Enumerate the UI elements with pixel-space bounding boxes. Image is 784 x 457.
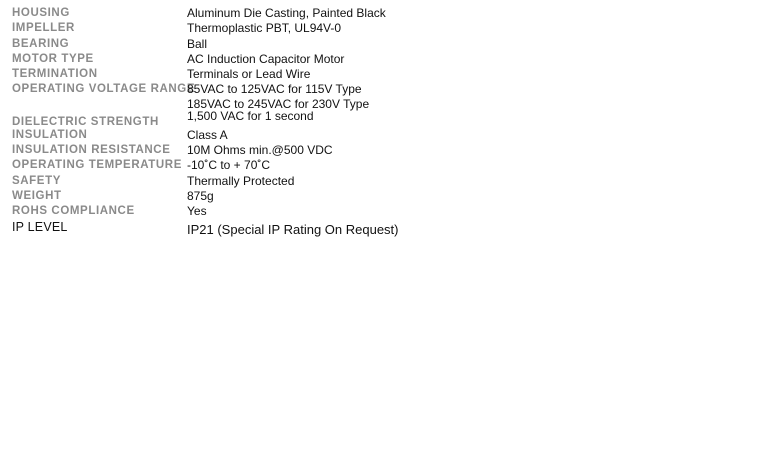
spec-row-operating-temperature xyxy=(12,159,412,174)
spec-label: SAFETY xyxy=(12,174,61,187)
spec-label: INSULATION RESISTANCE xyxy=(12,144,171,157)
spec-label: DIELECTRIC STRENGTH xyxy=(12,116,159,129)
spec-table xyxy=(12,7,412,236)
spec-value: Thermoplastic PBT, UL94V-0 xyxy=(187,21,342,36)
spec-label: INSULATION xyxy=(12,128,88,141)
spec-row-housing xyxy=(12,7,412,22)
spec-value-secondary: 185VAC to 245VAC for 230V Type xyxy=(187,97,370,112)
spec-row-bearing xyxy=(12,38,412,53)
spec-label: HOUSING xyxy=(12,7,70,19)
spec-value: Ball xyxy=(187,36,208,51)
spec-label: TERMINATION xyxy=(12,68,98,81)
spec-label: WEIGHT xyxy=(12,189,62,202)
spec-row-termination xyxy=(12,68,412,83)
spec-label: BEARING xyxy=(12,37,70,50)
spec-value: 10M Ohms min.@500 VDC xyxy=(187,143,333,158)
spec-value: -10˚C to + 70˚C xyxy=(187,158,271,173)
spec-value: Yes xyxy=(187,204,207,219)
spec-value: 875g xyxy=(187,188,214,203)
spec-value: Thermally Protected xyxy=(187,173,295,188)
spec-value: Terminals or Lead Wire xyxy=(187,67,311,82)
spec-label: OPERATING VOLTAGE RANGE xyxy=(12,83,196,96)
spec-value: Class A xyxy=(187,127,228,142)
spec-row-weight xyxy=(12,190,412,205)
spec-label: MOTOR TYPE xyxy=(12,52,94,65)
spec-row-insulation xyxy=(12,129,412,144)
spec-label: IMPELLER xyxy=(12,22,75,35)
spec-row-motor-type xyxy=(12,53,412,68)
spec-row-ip-level xyxy=(12,221,412,236)
spec-label: ROHS COMPLIANCE xyxy=(12,205,135,218)
spec-row-dielectric-strength xyxy=(12,109,412,129)
spec-row-safety xyxy=(12,175,412,190)
spec-row-insulation-resistance xyxy=(12,144,412,159)
spec-value: IP21 (Special IP Rating On Request) xyxy=(187,221,399,237)
spec-row-impeller xyxy=(12,22,412,37)
spec-value: 1,500 VAC for 1 second xyxy=(187,109,314,124)
spec-label: IP LEVEL xyxy=(12,219,68,234)
spec-value: 85VAC to 125VAC for 115V Type xyxy=(187,82,362,97)
spec-value: AC Induction Capacitor Motor xyxy=(187,51,345,66)
spec-label: OPERATING TEMPERATURE xyxy=(12,159,182,172)
spec-row-rohs-compliance xyxy=(12,205,412,220)
spec-value: Aluminum Die Casting, Painted Black xyxy=(187,6,386,20)
